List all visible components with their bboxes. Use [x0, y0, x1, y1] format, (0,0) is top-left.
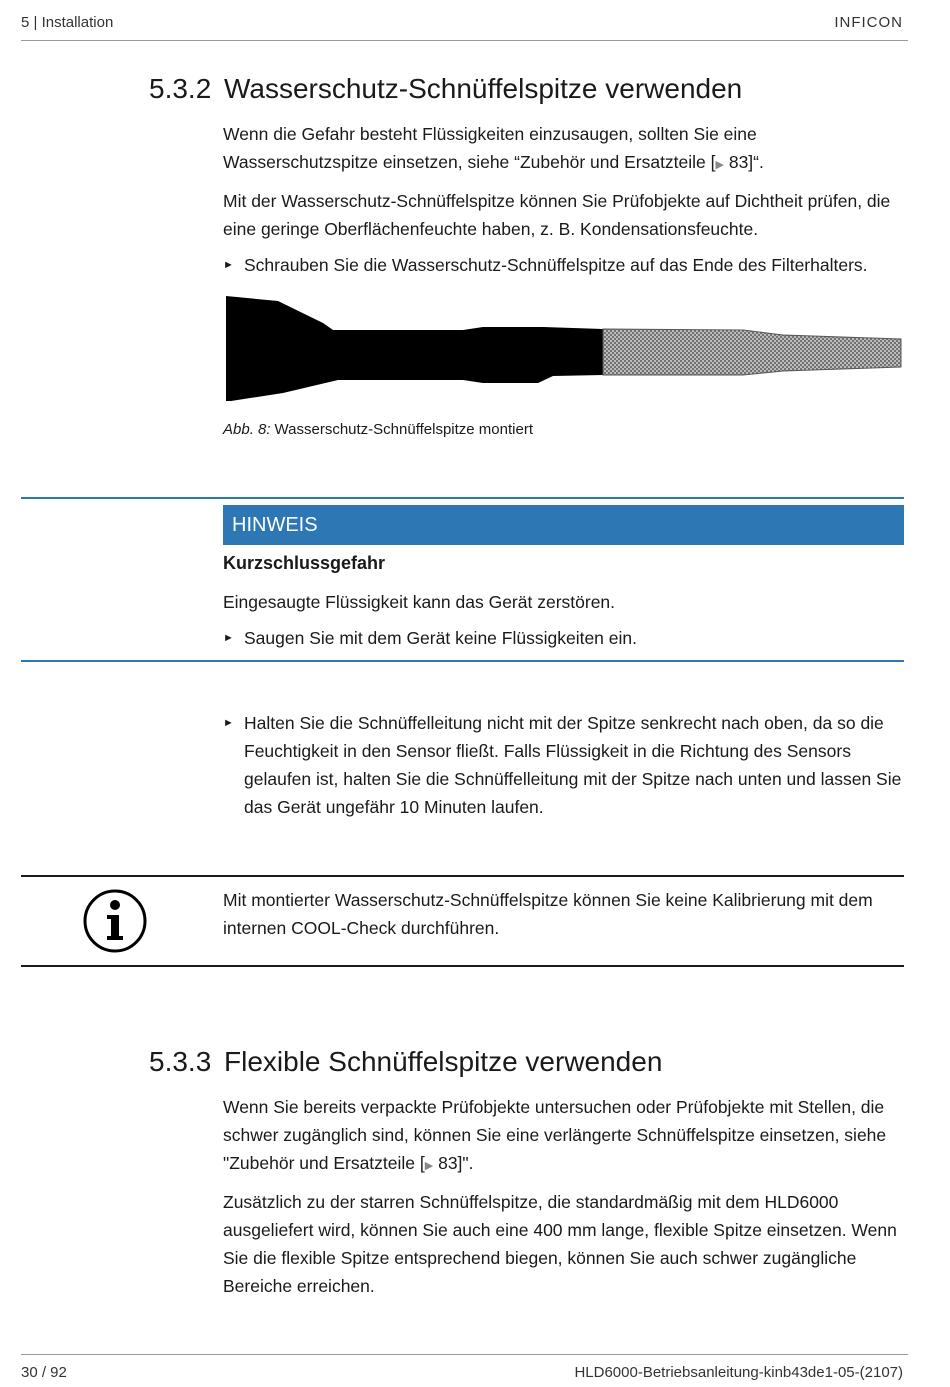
section-533-p1-ref[interactable]: 83]".: [433, 1153, 474, 1173]
link-triangle-icon[interactable]: ▶: [715, 159, 724, 171]
filter-holder-shape: [226, 296, 603, 401]
link-triangle-icon[interactable]: ▶: [424, 1160, 434, 1172]
info-icon: [82, 888, 148, 954]
caption-label: Abb. 8:: [223, 421, 271, 438]
section-533-body: [223, 1093, 908, 1308]
instruction-step-2-block: [223, 709, 908, 829]
section-532-paragraph-2: Mit der Wasserschutz-Schnüffelspitze können Sie Prüfobjekte auf Dichtheit prüfen, die eine geringe Oberflächenfeuchte haben, z. B. Kondensationsfeuchte.: [223, 191, 891, 239]
bullet-triangle-icon: ►: [223, 632, 234, 644]
header-brand: INFICON: [834, 14, 903, 31]
notice-heading: Kurzschlussgefahr: [223, 553, 386, 573]
header-divider: [21, 40, 908, 41]
notice-bottom-rule: [21, 660, 904, 662]
bullet-triangle-icon: ►: [223, 259, 234, 271]
notice-step-text: Saugen Sie mit dem Gerät keine Flüssigkeiten ein.: [244, 628, 637, 648]
notice-top-rule: [21, 497, 904, 499]
section-533-number: 5.3.3: [149, 1046, 212, 1077]
page-number: 30 / 92: [21, 1364, 67, 1381]
instruction-step-1-text: Schrauben Sie die Wasserschutz-Schnüffelspitze auf das Ende des Filterhalters.: [244, 255, 868, 275]
caption-text: Wasserschutz-Schnüffelspitze montiert: [274, 421, 533, 438]
section-532-p1-ref[interactable]: 83]“.: [723, 152, 764, 172]
section-532-title: Wasserschutz-Schnüffelspitze verwenden: [224, 73, 743, 104]
section-532-p1-text: Wenn die Gefahr besteht Flüssigkeiten einzusaugen, sollten Sie eine Wasserschutzspitze einsetzen, siehe “Zubehör und Ersatzteile [: [223, 124, 757, 172]
section-533-paragraph-1: [223, 1093, 908, 1180]
notice-body: [223, 588, 908, 660]
info-note-text: Mit montierter Wasserschutz-Schnüffelspitze können Sie keine Kalibrierung mit dem internen COOL-Check durchführen.: [223, 890, 873, 938]
info-top-rule: [21, 875, 904, 877]
section-532-body: [223, 120, 908, 287]
notice-banner: HINWEIS: [223, 505, 904, 545]
water-protection-tip-shape: [603, 329, 901, 375]
instruction-step-2: [223, 709, 908, 821]
info-bottom-rule: [21, 965, 904, 967]
section-532-paragraph-1: [223, 120, 908, 179]
instruction-step-1: [223, 251, 908, 279]
section-533-title: Flexible Schnüffelspitze verwenden: [224, 1046, 663, 1077]
figure-caption: [223, 421, 533, 438]
section-532-number: 5.3.2: [149, 73, 212, 104]
section-532-heading: [149, 73, 909, 109]
notice-text: Eingesaugte Flüssigkeit kann das Gerät zerstören.: [223, 592, 616, 612]
section-533-p1-text: Wenn Sie bereits verpackte Prüfobjekte untersuchen oder Prüfobjekte mit Stellen, die schwer zugänglich sind, können Sie eine verlängerte Schnüffelspitze einsetzen, siehe "Zubehör und Ersatzteile [: [223, 1097, 887, 1173]
section-533-heading: [149, 1046, 909, 1082]
info-note: [223, 886, 908, 950]
document-id: HLD6000-Betriebsanleitung-kinb43de1-05-(2107): [574, 1364, 903, 1381]
section-533-paragraph-2: Zusätzlich zu der starren Schnüffelspitze, die standardmäßig mit dem HLD6000 ausgeliefert wird, können Sie auch eine 400 mm lange, flexible Spitze einsetzen. Wenn Sie die flexible Spitze entsprechend biegen, können Sie auch schwer zugängliche Bereiche erreichen.: [223, 1192, 897, 1296]
bullet-triangle-icon: ►: [223, 717, 234, 729]
sniffer-tip-figure: [223, 283, 906, 416]
instruction-step-2-text: Halten Sie die Schnüffelleitung nicht mit der Spitze senkrecht nach oben, da so die Feuchtigkeit in den Sensor fließt. Falls Flüssigkeit in die Richtung des Sensors gelaufen ist, halten Sie die Schnüffelleitung mit der Spitze nach unten und lassen Sie das Gerät ungefähr 10 Minuten laufen.: [244, 713, 902, 817]
footer-divider: [21, 1354, 908, 1355]
notice-step: [223, 624, 908, 652]
header-section: 5 | Installation: [21, 14, 114, 31]
